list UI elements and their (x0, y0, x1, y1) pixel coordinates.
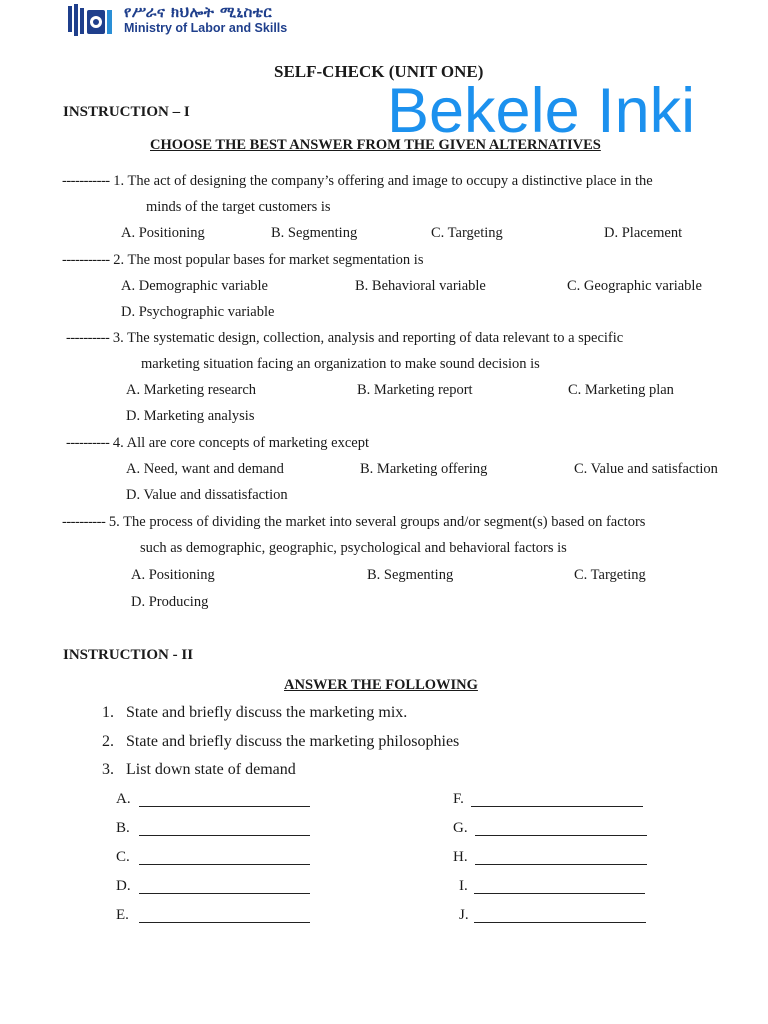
question-text: 3. The systematic design, collection, analysis and reporting of data relevant to a specific (112, 330, 624, 346)
instruction-2-subheading: ANSWER THE FOLLOWING (284, 677, 478, 693)
option-a: A. Positioning (131, 567, 215, 583)
option-b: B. Marketing offering (360, 461, 488, 477)
option-d: D. Marketing analysis (126, 408, 255, 424)
option-c: C. Geographic variable (567, 278, 702, 294)
page-title: SELF-CHECK (UNIT ONE) (274, 62, 484, 81)
blank-label: G. (453, 820, 468, 836)
option-d: D. Placement (604, 225, 683, 241)
blank-label: A. (116, 791, 131, 807)
instruction-1-subheading: CHOOSE THE BEST ANSWER FROM THE GIVEN ALTERNATIVES (150, 137, 601, 153)
question-text: 2. The most popular bases for market segmentation is (113, 252, 424, 268)
answer-line[interactable] (139, 922, 310, 923)
blank-label: C. (116, 849, 130, 865)
option-a: A. Demographic variable (121, 278, 268, 294)
answer-line[interactable] (471, 806, 643, 807)
question-5 (62, 514, 645, 531)
blank-label: F. (453, 791, 464, 807)
option-b: B. Behavioral variable (355, 278, 486, 294)
option-a: A. Positioning (121, 225, 205, 241)
question-text: 5. The process of dividing the market into several groups and/or segment(s) based on factors (108, 514, 646, 530)
question-3 (66, 330, 623, 347)
ministry-name-amharic: የሥራና ክህሎት ሚኒስቴር (124, 3, 273, 21)
option-d: D. Value and dissatisfaction (126, 487, 288, 503)
watermark-text: Bekele Inki (387, 76, 696, 146)
blank-label: E. (116, 907, 129, 923)
blank-label: B. (116, 820, 130, 836)
question-2 (62, 252, 423, 269)
option-d: D. Psychographic variable (121, 304, 275, 320)
answer-line[interactable] (139, 893, 310, 894)
answer-blank: ---------- (62, 514, 106, 530)
option-b: B. Segmenting (271, 225, 358, 241)
option-c: C. Targeting (574, 567, 646, 583)
option-c: C. Targeting (431, 225, 503, 241)
question-text: 4. All are core concepts of marketing except (112, 435, 369, 451)
instruction-2-label: INSTRUCTION - II (63, 647, 194, 663)
option-a: A. Need, want and demand (126, 461, 284, 477)
answer-line[interactable] (139, 806, 310, 807)
answer-blank: ----------- (62, 252, 110, 268)
option-b: B. Marketing report (357, 382, 473, 398)
answer-line[interactable] (139, 835, 310, 836)
short-answer-item: 2. State and briefly discuss the marketing philosophies (102, 733, 460, 750)
question-5-continuation: such as demographic, geographic, psychological and behavioral factors is (140, 540, 567, 556)
question-3-continuation: marketing situation facing an organization to make sound decision is (141, 356, 540, 372)
blank-label: D. (116, 878, 131, 894)
answer-line[interactable] (475, 864, 647, 865)
answer-line[interactable] (139, 864, 310, 865)
question-1 (62, 173, 653, 190)
instruction-1-label: INSTRUCTION – I (63, 104, 190, 120)
short-answer-item: 3. List down state of demand (102, 761, 296, 778)
answer-line[interactable] (474, 893, 645, 894)
question-text: 1. The act of designing the company’s offering and image to occupy a distinctive place in the (113, 173, 653, 189)
ministry-logo-icon (68, 2, 114, 40)
blank-label: I. (459, 878, 468, 894)
option-c: C. Value and satisfaction (574, 461, 718, 477)
blank-label: J. (459, 907, 469, 923)
option-b: B. Segmenting (367, 567, 454, 583)
question-4 (66, 435, 369, 452)
answer-blank: ----------- (62, 173, 110, 189)
option-a: A. Marketing research (126, 382, 257, 398)
answer-blank: ---------- (66, 330, 110, 346)
option-d: D. Producing (131, 594, 209, 610)
blank-label: H. (453, 849, 468, 865)
question-1-continuation: minds of the target customers is (146, 199, 331, 215)
answer-line[interactable] (475, 835, 647, 836)
answer-line[interactable] (474, 922, 646, 923)
short-answer-item: 1. State and briefly discuss the marketing mix. (102, 704, 408, 721)
answer-blank: ---------- (66, 435, 110, 451)
ministry-name-english: Ministry of Labor and Skills (124, 21, 288, 35)
option-c: C. Marketing plan (568, 382, 674, 398)
